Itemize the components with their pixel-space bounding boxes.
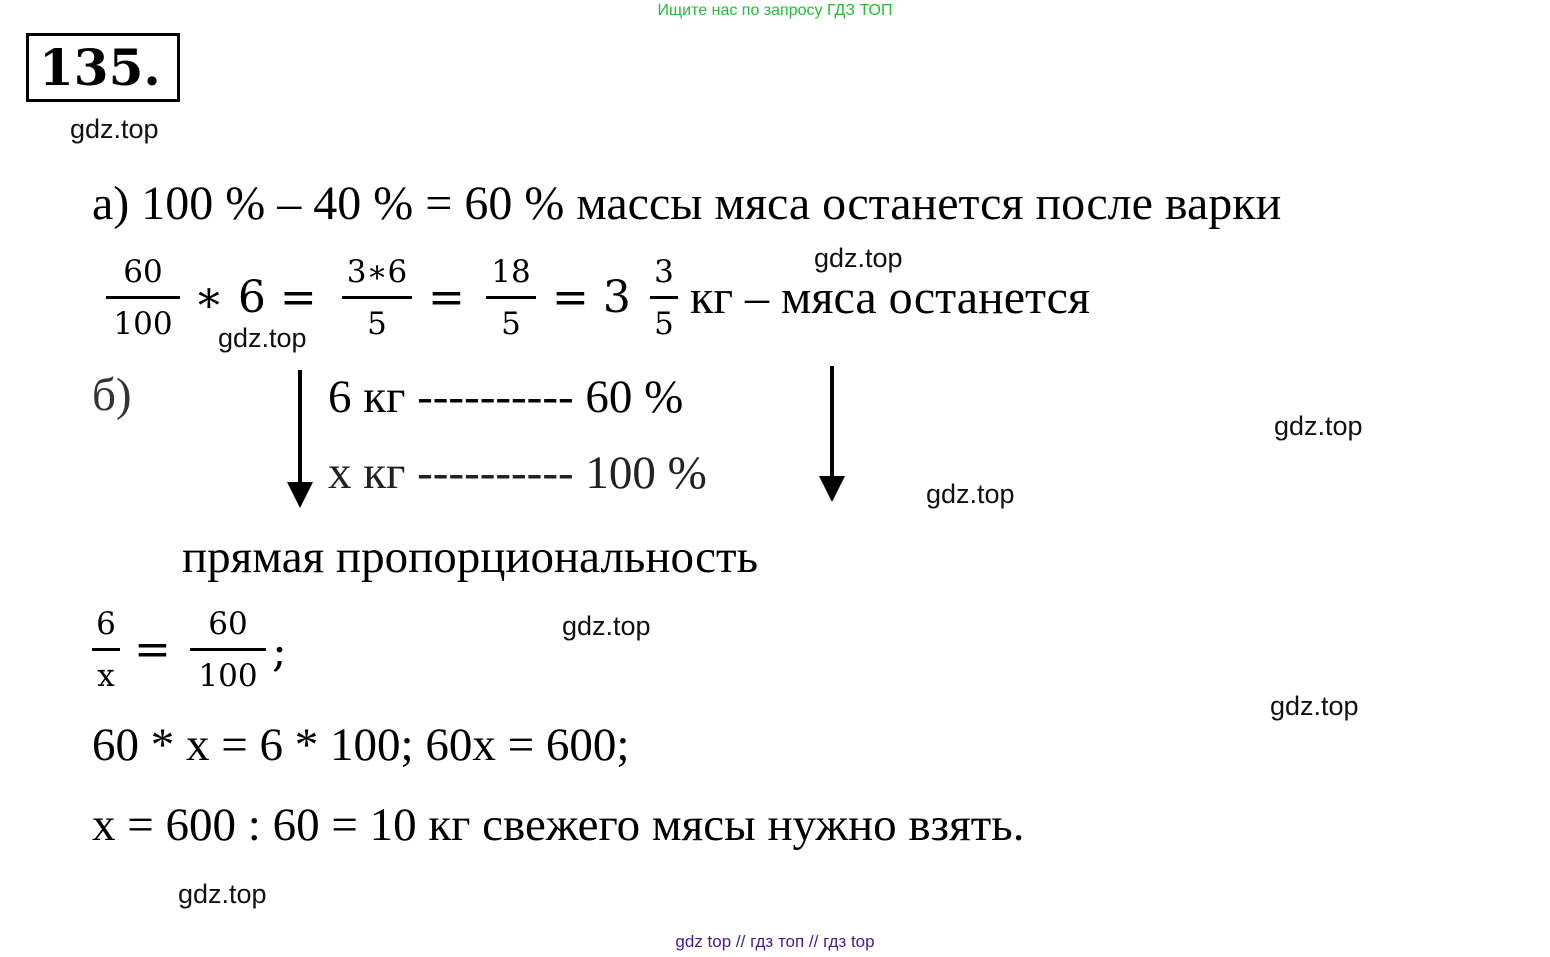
top-banner: Ищите нас по запросу ГДЗ ТОП <box>657 2 893 19</box>
fraction-denominator: х <box>97 658 115 694</box>
part-b-label: б) <box>92 369 132 421</box>
fraction-denominator: 5 <box>367 306 387 342</box>
calc-line-1: 60 * х = 6 * 100; 60х = 600; <box>92 719 630 771</box>
fraction-bar <box>342 296 412 299</box>
fraction-numerator: 3∗6 <box>346 254 408 290</box>
mixed-fraction-3-5 <box>650 254 678 342</box>
equals-sign: = <box>428 272 465 323</box>
times-six: ∗ 6 = <box>194 272 317 323</box>
fraction-6-x <box>92 606 120 694</box>
equals-three: = 3 <box>552 272 631 323</box>
fraction-bar <box>486 296 536 299</box>
fraction-60-100 <box>190 606 266 694</box>
watermark: gdz.top <box>178 879 267 909</box>
task-number-box <box>26 33 180 102</box>
down-arrow-icon <box>287 482 313 508</box>
task-number: 135. <box>39 38 161 97</box>
part-a-tail: кг – мяса останется <box>690 271 1090 324</box>
watermark: gdz.top <box>218 323 307 353</box>
fraction-numerator: 18 <box>491 254 531 290</box>
fraction-bar <box>650 296 678 299</box>
watermark: gdz.top <box>814 243 903 273</box>
watermark: gdz.top <box>1274 411 1363 441</box>
fraction-numerator: 60 <box>208 606 248 642</box>
fraction-bar <box>106 296 180 299</box>
watermark: gdz.top <box>70 114 159 144</box>
part-a-line1: а) 100 % – 40 % = 60 % массы мяса останется после варки <box>92 177 1282 230</box>
watermark: gdz.top <box>926 479 1015 509</box>
proportion-row-1: 6 кг ---------- 60 % <box>328 371 684 423</box>
fraction-denominator: 100 <box>113 306 173 342</box>
fraction-60-100 <box>106 254 180 342</box>
fraction-3x6-5 <box>342 254 412 342</box>
proportion-row-2: х кг ---------- 100 % <box>328 447 707 499</box>
fraction-numerator: 6 <box>96 606 116 642</box>
fraction-denominator: 5 <box>654 306 674 342</box>
fraction-denominator: 5 <box>501 306 521 342</box>
equals-sign: = <box>134 624 171 675</box>
watermark: gdz.top <box>1270 691 1359 721</box>
fraction-denominator: 100 <box>198 658 258 694</box>
fraction-numerator: 3 <box>654 254 674 290</box>
down-arrow-icon <box>819 476 845 502</box>
calc-line-2: х = 600 : 60 = 10 кг свежего мясы нужно взять. <box>92 799 1025 851</box>
fraction-bar <box>92 648 120 651</box>
fraction-18-5 <box>486 254 536 342</box>
left-arrow-shaft <box>298 370 302 490</box>
footer-links: gdz top // гдз топ // гдз top <box>675 932 875 951</box>
fraction-bar <box>190 648 266 651</box>
watermark: gdz.top <box>562 611 651 641</box>
semicolon: ; <box>272 626 287 677</box>
fraction-numerator: 60 <box>123 254 163 290</box>
right-arrow-shaft <box>830 366 834 480</box>
direct-proportionality-note: прямая пропорциональность <box>182 531 759 583</box>
